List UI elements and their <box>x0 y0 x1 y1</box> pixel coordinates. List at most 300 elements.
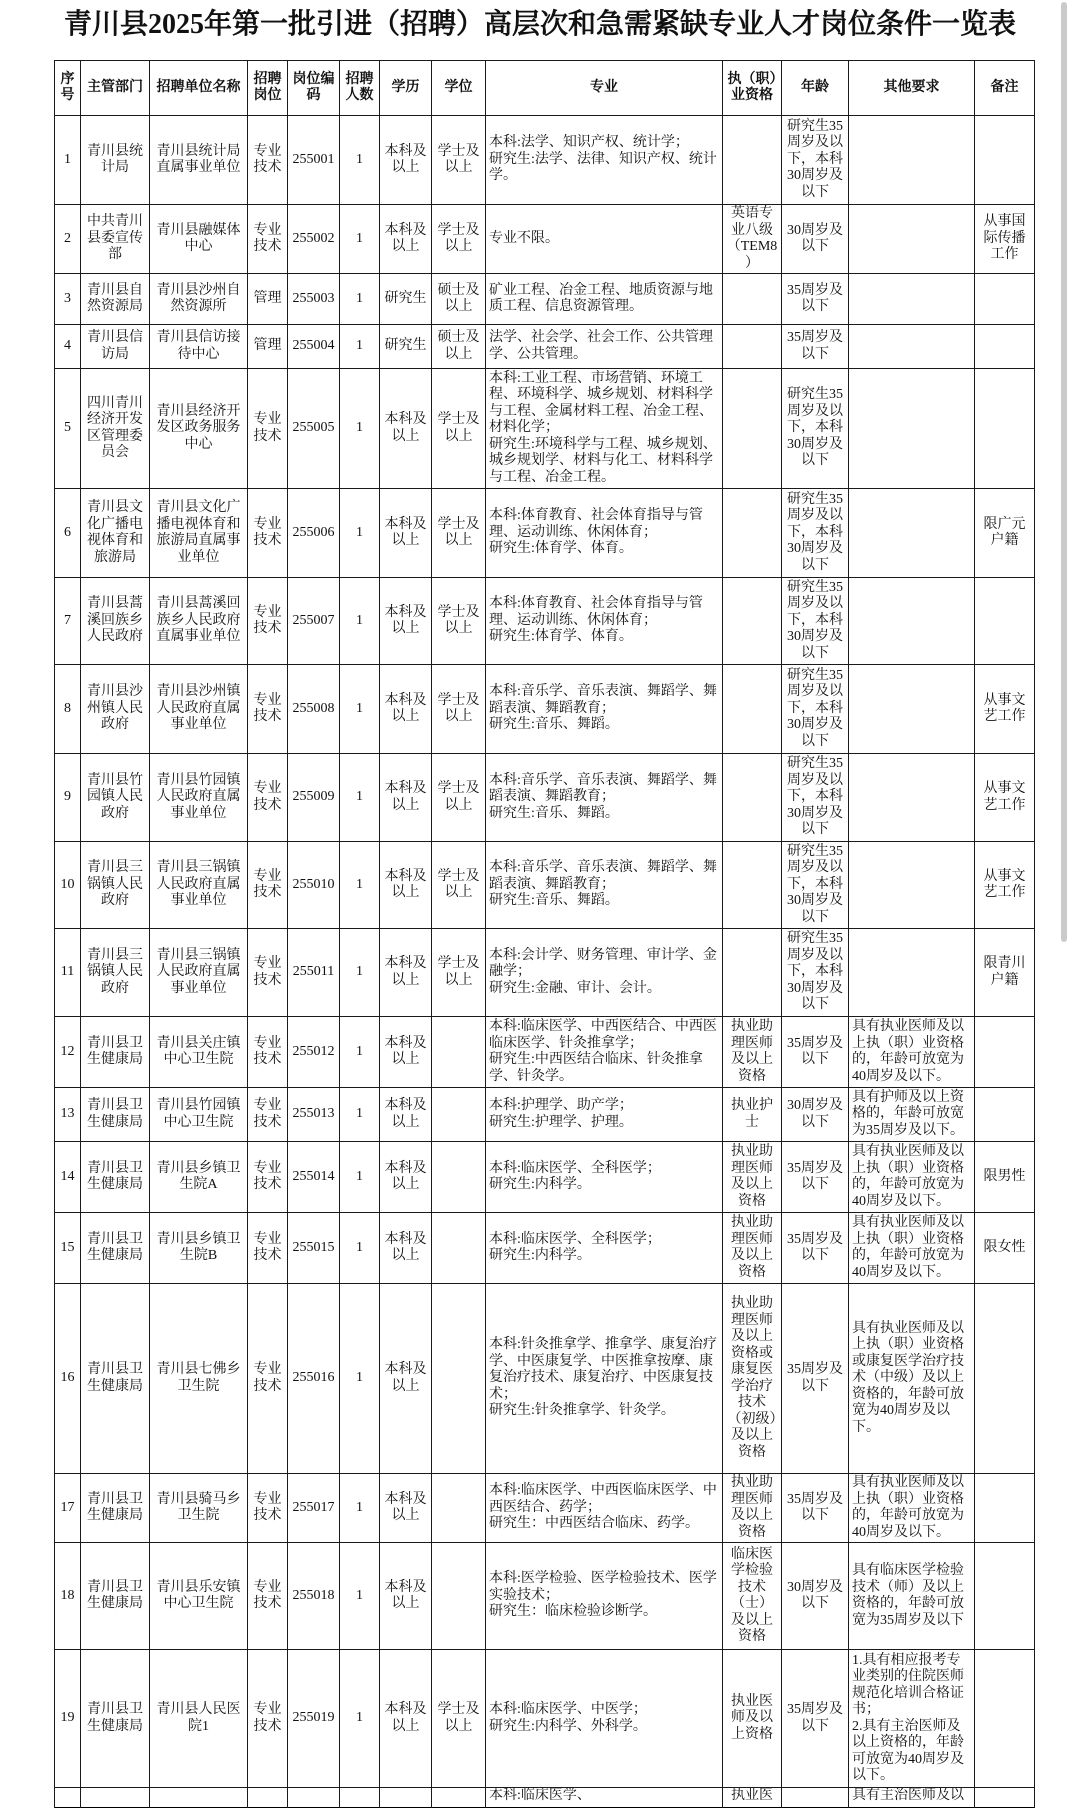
cell-age: 35周岁及以下 <box>782 1474 849 1543</box>
cell-unit-text <box>153 1788 244 1807</box>
cell-major: 本科:临床医学、中医学； 研究生:内科学、外科学。 <box>486 1650 723 1788</box>
cell-department: 青川县卫生健康局 <box>81 1543 150 1650</box>
cell-age: 35周岁及以下 <box>782 1213 849 1284</box>
cell-count: 1 <box>340 754 380 842</box>
cell-code: 255008 <box>288 665 340 754</box>
cell-other: 具有执业医师及以上执（职）业资格的，年龄可放宽为40周岁及以下。 <box>849 1142 975 1213</box>
cell-count: 1 <box>340 369 380 489</box>
table-row <box>55 116 1035 205</box>
table-row <box>55 754 1035 842</box>
cell-major: 本科:针灸推拿学、推拿学、康复治疗学、中医康复学、中医推拿按摩、康复治疗技术、康复治疗、中医康复技术； 研究生:针灸推拿学、针灸学。 <box>486 1284 723 1474</box>
cell-no-text <box>58 1788 77 1807</box>
cell-age <box>782 1788 849 1808</box>
cell-code-text <box>291 1788 336 1807</box>
column-header-degree: 学位 <box>432 61 486 116</box>
cell-post: 专业技术 <box>248 369 288 489</box>
cell-count: 1 <box>340 1284 380 1474</box>
cell-count <box>340 1788 380 1808</box>
cell-qualification <box>723 489 782 578</box>
cell-qualification <box>723 369 782 489</box>
cell-post: 专业技术 <box>248 1474 288 1543</box>
cell-no: 15 <box>55 1213 81 1284</box>
cell-qualification: 执业护士 <box>723 1088 782 1142</box>
cell-count: 1 <box>340 325 380 369</box>
cell-age: 35周岁及以下 <box>782 1284 849 1474</box>
cell-qualification: 执业助理医师及以上资格 <box>723 1142 782 1213</box>
cell-remark <box>975 1088 1035 1142</box>
cell-qualification: 临床医学检验技术（士）及以上资格 <box>723 1543 782 1650</box>
cell-department: 青川县自然资源局 <box>81 274 150 325</box>
cell-degree <box>432 1788 486 1808</box>
cell-department: 青川县竹园镇人民政府 <box>81 754 150 842</box>
cell-education: 本科及以上 <box>380 1017 432 1088</box>
cell-code: 255014 <box>288 1142 340 1213</box>
table-row <box>55 1088 1035 1142</box>
cell-degree <box>432 1088 486 1142</box>
table-row <box>55 665 1035 754</box>
cell-post: 专业技术 <box>248 578 288 665</box>
cell-qualification <box>723 274 782 325</box>
cell-post <box>248 1788 288 1808</box>
cell-major: 矿业工程、冶金工程、地质资源与地质工程、信息资源管理。 <box>486 274 723 325</box>
cell-department: 青川县统计局 <box>81 116 150 205</box>
cell-department: 青川县卫生健康局 <box>81 1088 150 1142</box>
cell-age: 35周岁及以下 <box>782 1017 849 1088</box>
cell-unit: 青川县蒿溪回族乡人民政府直属事业单位 <box>150 578 248 665</box>
cell-code: 255009 <box>288 754 340 842</box>
column-header-department: 主管部门 <box>81 61 150 116</box>
cell-education: 本科及以上 <box>380 1474 432 1543</box>
cell-code: 255011 <box>288 929 340 1017</box>
cell-no: 6 <box>55 489 81 578</box>
cell-code: 255010 <box>288 842 340 929</box>
cell-unit: 青川县乡镇卫生院B <box>150 1213 248 1284</box>
cell-code: 255015 <box>288 1213 340 1284</box>
cell-no: 18 <box>55 1543 81 1650</box>
table-row <box>55 929 1035 1017</box>
table-row <box>55 842 1035 929</box>
cell-code: 255004 <box>288 325 340 369</box>
cell-unit: 青川县竹园镇人民政府直属事业单位 <box>150 754 248 842</box>
cell-age: 30周岁及以下 <box>782 1543 849 1650</box>
cell-department: 四川青川经济开发区管理委员会 <box>81 369 150 489</box>
cell-count: 1 <box>340 929 380 1017</box>
cell-qualification <box>723 929 782 1017</box>
cell-major: 本科:临床医学、中西医结合、中西医临床医学、针灸推拿学； 研究生:中西医结合临床、针灸推拿学、针灸学。 <box>486 1017 723 1088</box>
cell-qualification: 执业助理医师及以上资格 <box>723 1474 782 1543</box>
cell-count: 1 <box>340 1017 380 1088</box>
cell-other-text: 具有主治医师及以 <box>852 1788 964 1803</box>
cell-education: 本科及以上 <box>380 1142 432 1213</box>
cell-age: 30周岁及以下 <box>782 205 849 274</box>
cell-post: 管理 <box>248 274 288 325</box>
cell-no: 12 <box>55 1017 81 1088</box>
cell-qualification: 执业助理医师及以上资格或康复医学治疗技术（初级）及以上资格 <box>723 1284 782 1474</box>
column-header-code: 岗位编码 <box>288 61 340 116</box>
cell-post: 专业技术 <box>248 1650 288 1788</box>
cell-education: 本科及以上 <box>380 1213 432 1284</box>
cell-post-text <box>251 1788 284 1807</box>
cell-post: 专业技术 <box>248 1543 288 1650</box>
table-row <box>55 1543 1035 1650</box>
cell-post: 专业技术 <box>248 116 288 205</box>
column-header-education: 学历 <box>380 61 432 116</box>
table-header-row <box>55 61 1035 116</box>
cell-age: 35周岁及以下 <box>782 1650 849 1788</box>
cell-department: 青川县卫生健康局 <box>81 1474 150 1543</box>
cell-major: 法学、社会学、社会工作、公共管理学、公共管理。 <box>486 325 723 369</box>
table-row <box>55 1142 1035 1213</box>
cell-other: 具有执业医师及以上执（职）业资格的，年龄可放宽为40周岁及以下。 <box>849 1474 975 1543</box>
cell-unit: 青川县文化广播电视体育和旅游局直属事业单位 <box>150 489 248 578</box>
cell-education: 本科及以上 <box>380 369 432 489</box>
cell-no: 14 <box>55 1142 81 1213</box>
cell-degree <box>432 1142 486 1213</box>
cell-other <box>849 116 975 205</box>
cell-degree <box>432 1474 486 1543</box>
cell-qualification <box>723 665 782 754</box>
cell-count: 1 <box>340 1650 380 1788</box>
cell-department: 青川县卫生健康局 <box>81 1284 150 1474</box>
cell-qualification: 英语专业八级（TEM8） <box>723 205 782 274</box>
cell-code: 255019 <box>288 1650 340 1788</box>
cell-major: 本科:工业工程、市场营销、环境工程、环境科学、城乡规划、材料科学与工程、金属材料工程、冶金工程、材料化学； 研究生:环境科学与工程、城乡规划、城乡规划学、材料与化工、材料科学与工程、冶金工程。 <box>486 369 723 489</box>
cell-other: 具有执业医师及以上执（职）业资格的，年龄可放宽为40周岁及以下。 <box>849 1017 975 1088</box>
table-row <box>55 369 1035 489</box>
cell-education: 研究生 <box>380 274 432 325</box>
cell-major: 本科:临床医学、全科医学； 研究生:内科学。 <box>486 1213 723 1284</box>
cell-remark <box>975 1474 1035 1543</box>
cell-education: 本科及以上 <box>380 665 432 754</box>
cell-major: 专业不限。 <box>486 205 723 274</box>
table-row <box>55 205 1035 274</box>
cell-qualification <box>723 842 782 929</box>
cell-qualification: 执业助理医师及以上资格 <box>723 1017 782 1088</box>
cell-degree: 学士及以上 <box>432 842 486 929</box>
cell-age: 研究生35周岁及以下，本科30周岁及以下 <box>782 754 849 842</box>
cell-education: 本科及以上 <box>380 842 432 929</box>
cell-post: 专业技术 <box>248 1213 288 1284</box>
cell-remark <box>975 1017 1035 1088</box>
positions-table <box>54 60 1035 1808</box>
cell-unit: 青川县乐安镇中心卫生院 <box>150 1543 248 1650</box>
cell-age: 35周岁及以下 <box>782 274 849 325</box>
cell-count: 1 <box>340 274 380 325</box>
page-title: 青川县2025年第一批引进（招聘）高层次和急需紧缺专业人才岗位条件一览表 <box>63 9 1016 40</box>
column-header-age: 年龄 <box>782 61 849 116</box>
cell-post: 专业技术 <box>248 489 288 578</box>
cell-qualification: 执业医师及以上资格 <box>723 1650 782 1788</box>
cell-code: 255018 <box>288 1543 340 1650</box>
cell-code: 255002 <box>288 205 340 274</box>
cell-code: 255012 <box>288 1017 340 1088</box>
cell-remark <box>975 325 1035 369</box>
cell-no: 5 <box>55 369 81 489</box>
cell-remark: 限女性 <box>975 1213 1035 1284</box>
cell-count: 1 <box>340 1543 380 1650</box>
cell-major: 本科:体育教育、社会体育指导与管理、运动训练、休闲体育； 研究生:体育学、体育。 <box>486 578 723 665</box>
cell-major <box>486 1788 723 1808</box>
cell-other <box>849 205 975 274</box>
cell-degree: 硕士及以上 <box>432 274 486 325</box>
cell-department: 中共青川县委宣传部 <box>81 205 150 274</box>
cell-degree: 学士及以上 <box>432 929 486 1017</box>
cell-other: 具有护师及以上资格的，年龄可放宽为35周岁及以下。 <box>849 1088 975 1142</box>
cell-unit: 青川县三锅镇人民政府直属事业单位 <box>150 842 248 929</box>
cell-remark <box>975 1788 1035 1808</box>
cell-count: 1 <box>340 1474 380 1543</box>
cell-count: 1 <box>340 489 380 578</box>
cell-major: 本科:护理学、助产学； 研究生:护理学、护理。 <box>486 1088 723 1142</box>
cell-other <box>849 665 975 754</box>
cell-other <box>849 929 975 1017</box>
cell-count: 1 <box>340 665 380 754</box>
cell-age: 研究生35周岁及以下，本科30周岁及以下 <box>782 578 849 665</box>
cell-department: 青川县三锅镇人民政府 <box>81 929 150 1017</box>
cell-post: 专业技术 <box>248 929 288 1017</box>
cell-count: 1 <box>340 578 380 665</box>
cell-no: 13 <box>55 1088 81 1142</box>
cell-major-text: 本科:临床医学、 <box>489 1788 591 1803</box>
cell-education: 本科及以上 <box>380 1543 432 1650</box>
cell-code: 255017 <box>288 1474 340 1543</box>
cell-qualification <box>723 325 782 369</box>
cell-unit: 青川县融媒体中心 <box>150 205 248 274</box>
cell-department: 青川县卫生健康局 <box>81 1213 150 1284</box>
cell-post: 专业技术 <box>248 1284 288 1474</box>
table-row <box>55 1017 1035 1088</box>
cell-no: 17 <box>55 1474 81 1543</box>
cell-degree: 学士及以上 <box>432 205 486 274</box>
cell-degree <box>432 1213 486 1284</box>
cell-age: 研究生35周岁及以下，本科30周岁及以下 <box>782 665 849 754</box>
cell-other <box>849 369 975 489</box>
cell-unit: 青川县沙州自然资源所 <box>150 274 248 325</box>
cell-age: 研究生35周岁及以下，本科30周岁及以下 <box>782 116 849 205</box>
table-row <box>55 1650 1035 1788</box>
cell-remark: 限男性 <box>975 1142 1035 1213</box>
cell-department: 青川县三锅镇人民政府 <box>81 842 150 929</box>
column-header-unit: 招聘单位名称 <box>150 61 248 116</box>
cell-code: 255013 <box>288 1088 340 1142</box>
cell-other: 1.具有相应报考专业类别的住院医师规范化培训合格证书； 2.具有主治医师及以上资格的，年龄可放宽为40周岁及以下。 <box>849 1650 975 1788</box>
cell-education: 本科及以上 <box>380 578 432 665</box>
cell-age: 研究生35周岁及以下，本科30周岁及以下 <box>782 369 849 489</box>
table-row <box>55 1474 1035 1543</box>
cell-department: 青川县信访局 <box>81 325 150 369</box>
cell-remark-text <box>978 1788 1031 1807</box>
cell-education: 本科及以上 <box>380 754 432 842</box>
column-header-no: 序号 <box>55 61 81 116</box>
cell-code: 255016 <box>288 1284 340 1474</box>
cell-age: 30周岁及以下 <box>782 1088 849 1142</box>
cell-other: 具有临床医学检验技术（师）及以上资格的，年龄可放宽为35周岁及以下 <box>849 1543 975 1650</box>
cell-remark <box>975 578 1035 665</box>
cell-no: 10 <box>55 842 81 929</box>
cell-major: 本科:音乐学、音乐表演、舞蹈学、舞蹈表演、舞蹈教育； 研究生:音乐、舞蹈。 <box>486 665 723 754</box>
cell-qualification <box>723 578 782 665</box>
cell-degree: 学士及以上 <box>432 754 486 842</box>
cell-education: 本科及以上 <box>380 489 432 578</box>
column-header-other: 其他要求 <box>849 61 975 116</box>
cell-remark: 限广元户籍 <box>975 489 1035 578</box>
cell-unit <box>150 1788 248 1808</box>
cell-remark <box>975 116 1035 205</box>
cell-no: 9 <box>55 754 81 842</box>
cell-qualification <box>723 754 782 842</box>
cell-qualification <box>723 1788 782 1808</box>
cell-other: 具有执业医师及以上执（职）业资格的，年龄可放宽为40周岁及以下。 <box>849 1213 975 1284</box>
cell-unit: 青川县乡镇卫生院A <box>150 1142 248 1213</box>
cell-department: 青川县卫生健康局 <box>81 1017 150 1088</box>
cell-count: 1 <box>340 205 380 274</box>
table-row <box>55 325 1035 369</box>
cell-count-text <box>343 1788 376 1807</box>
cell-major: 本科:体育教育、社会体育指导与管理、运动训练、休闲体育； 研究生:体育学、体育。 <box>486 489 723 578</box>
cell-qualification-text: 执业医 <box>731 1788 773 1803</box>
cell-unit: 青川县竹园镇中心卫生院 <box>150 1088 248 1142</box>
cell-qualification <box>723 116 782 205</box>
cell-department <box>81 1788 150 1808</box>
cell-degree-text <box>435 1788 482 1807</box>
cell-code <box>288 1788 340 1808</box>
cell-count: 1 <box>340 1142 380 1213</box>
cell-other <box>849 1788 975 1808</box>
cell-unit: 青川县信访接待中心 <box>150 325 248 369</box>
column-header-remark: 备注 <box>975 61 1035 116</box>
cell-qualification: 执业助理医师及以上资格 <box>723 1213 782 1284</box>
cell-age-text <box>785 1788 845 1807</box>
cell-remark: 从事文艺工作 <box>975 665 1035 754</box>
cell-other: 具有执业医师及以上执（职）业资格或康复医学治疗技术（中级）及以上资格的，年龄可放宽为40周岁及以下。 <box>849 1284 975 1474</box>
cell-remark <box>975 1284 1035 1474</box>
cell-remark <box>975 274 1035 325</box>
cell-department: 青川县文化广播电视体育和旅游局 <box>81 489 150 578</box>
cell-unit: 青川县关庄镇中心卫生院 <box>150 1017 248 1088</box>
cell-degree: 学士及以上 <box>432 116 486 205</box>
cell-count: 1 <box>340 1088 380 1142</box>
column-header-qualification: 执（职）业资格 <box>723 61 782 116</box>
cell-education: 本科及以上 <box>380 205 432 274</box>
cell-department: 青川县卫生健康局 <box>81 1650 150 1788</box>
cell-post: 专业技术 <box>248 1142 288 1213</box>
table-row <box>55 489 1035 578</box>
cell-post: 管理 <box>248 325 288 369</box>
table-row <box>55 578 1035 665</box>
cell-count: 1 <box>340 842 380 929</box>
cell-no: 7 <box>55 578 81 665</box>
cell-education: 研究生 <box>380 325 432 369</box>
cell-age: 研究生35周岁及以下，本科30周岁及以下 <box>782 489 849 578</box>
cell-education: 本科及以上 <box>380 1650 432 1788</box>
cell-age: 研究生35周岁及以下，本科30周岁及以下 <box>782 929 849 1017</box>
cell-education: 本科及以上 <box>380 1088 432 1142</box>
cell-major: 本科:会计学、财务管理、审计学、金融学； 研究生:金融、审计、会计。 <box>486 929 723 1017</box>
cell-age: 研究生35周岁及以下，本科30周岁及以下 <box>782 842 849 929</box>
table-row <box>55 1788 1035 1808</box>
cell-degree: 学士及以上 <box>432 665 486 754</box>
cell-remark: 从事文艺工作 <box>975 842 1035 929</box>
cell-unit: 青川县三锅镇人民政府直属事业单位 <box>150 929 248 1017</box>
cell-education: 本科及以上 <box>380 1284 432 1474</box>
cell-other <box>849 274 975 325</box>
cell-degree: 硕士及以上 <box>432 325 486 369</box>
cell-code: 255003 <box>288 274 340 325</box>
cell-post: 专业技术 <box>248 1017 288 1088</box>
table-body <box>55 116 1035 1808</box>
cell-major: 本科:音乐学、音乐表演、舞蹈学、舞蹈表演、舞蹈教育； 研究生:音乐、舞蹈。 <box>486 842 723 929</box>
cell-major: 本科:音乐学、音乐表演、舞蹈学、舞蹈表演、舞蹈教育； 研究生:音乐、舞蹈。 <box>486 754 723 842</box>
cell-degree <box>432 1284 486 1474</box>
cell-count: 1 <box>340 1213 380 1284</box>
cell-age: 35周岁及以下 <box>782 325 849 369</box>
cell-post: 专业技术 <box>248 665 288 754</box>
cell-unit: 青川县统计局直属事业单位 <box>150 116 248 205</box>
cell-other <box>849 489 975 578</box>
cell-department: 青川县卫生健康局 <box>81 1142 150 1213</box>
cell-major: 本科:临床医学、中西医临床医学、中西医结合、药学； 研究生：中西医结合临床、药学。 <box>486 1474 723 1543</box>
cell-post: 专业技术 <box>248 842 288 929</box>
cell-degree: 学士及以上 <box>432 578 486 665</box>
cell-no: 3 <box>55 274 81 325</box>
table-row <box>55 1213 1035 1284</box>
cell-education <box>380 1788 432 1808</box>
cell-department-text <box>84 1788 146 1807</box>
cell-no: 16 <box>55 1284 81 1474</box>
cell-other <box>849 325 975 369</box>
cell-degree <box>432 1017 486 1088</box>
cell-other <box>849 578 975 665</box>
cell-unit: 青川县沙州镇人民政府直属事业单位 <box>150 665 248 754</box>
cell-post: 专业技术 <box>248 1088 288 1142</box>
cell-no: 2 <box>55 205 81 274</box>
cell-no: 4 <box>55 325 81 369</box>
scrollbar-thumb[interactable] <box>1061 2 1067 942</box>
cell-remark <box>975 369 1035 489</box>
cell-education: 本科及以上 <box>380 929 432 1017</box>
cell-unit: 青川县七佛乡卫生院 <box>150 1284 248 1474</box>
cell-no: 1 <box>55 116 81 205</box>
cell-major: 本科:临床医学、全科医学； 研究生:内科学。 <box>486 1142 723 1213</box>
cell-no: 11 <box>55 929 81 1017</box>
cell-age: 35周岁及以下 <box>782 1142 849 1213</box>
cell-degree: 学士及以上 <box>432 369 486 489</box>
cell-department: 青川县沙州镇人民政府 <box>81 665 150 754</box>
cell-major: 本科:法学、知识产权、统计学； 研究生:法学、法律、知识产权、统计学。 <box>486 116 723 205</box>
cell-no <box>55 1788 81 1808</box>
cell-other <box>849 754 975 842</box>
cell-code: 255005 <box>288 369 340 489</box>
column-header-post: 招聘岗位 <box>248 61 288 116</box>
cell-count: 1 <box>340 116 380 205</box>
cell-unit: 青川县人民医院1 <box>150 1650 248 1788</box>
cell-remark: 限青川户籍 <box>975 929 1035 1017</box>
cell-unit: 青川县骑马乡卫生院 <box>150 1474 248 1543</box>
table-row <box>55 274 1035 325</box>
cell-unit: 青川县经济开发区政务服务中心 <box>150 369 248 489</box>
column-header-count: 招聘人数 <box>340 61 380 116</box>
cell-department: 青川县蒿溪回族乡人民政府 <box>81 578 150 665</box>
cell-post: 专业技术 <box>248 205 288 274</box>
cell-code: 255006 <box>288 489 340 578</box>
cell-remark <box>975 1543 1035 1650</box>
cell-no: 19 <box>55 1650 81 1788</box>
cell-degree <box>432 1543 486 1650</box>
cell-code: 255001 <box>288 116 340 205</box>
cell-no: 8 <box>55 665 81 754</box>
cell-education: 本科及以上 <box>380 116 432 205</box>
cell-remark: 从事文艺工作 <box>975 754 1035 842</box>
